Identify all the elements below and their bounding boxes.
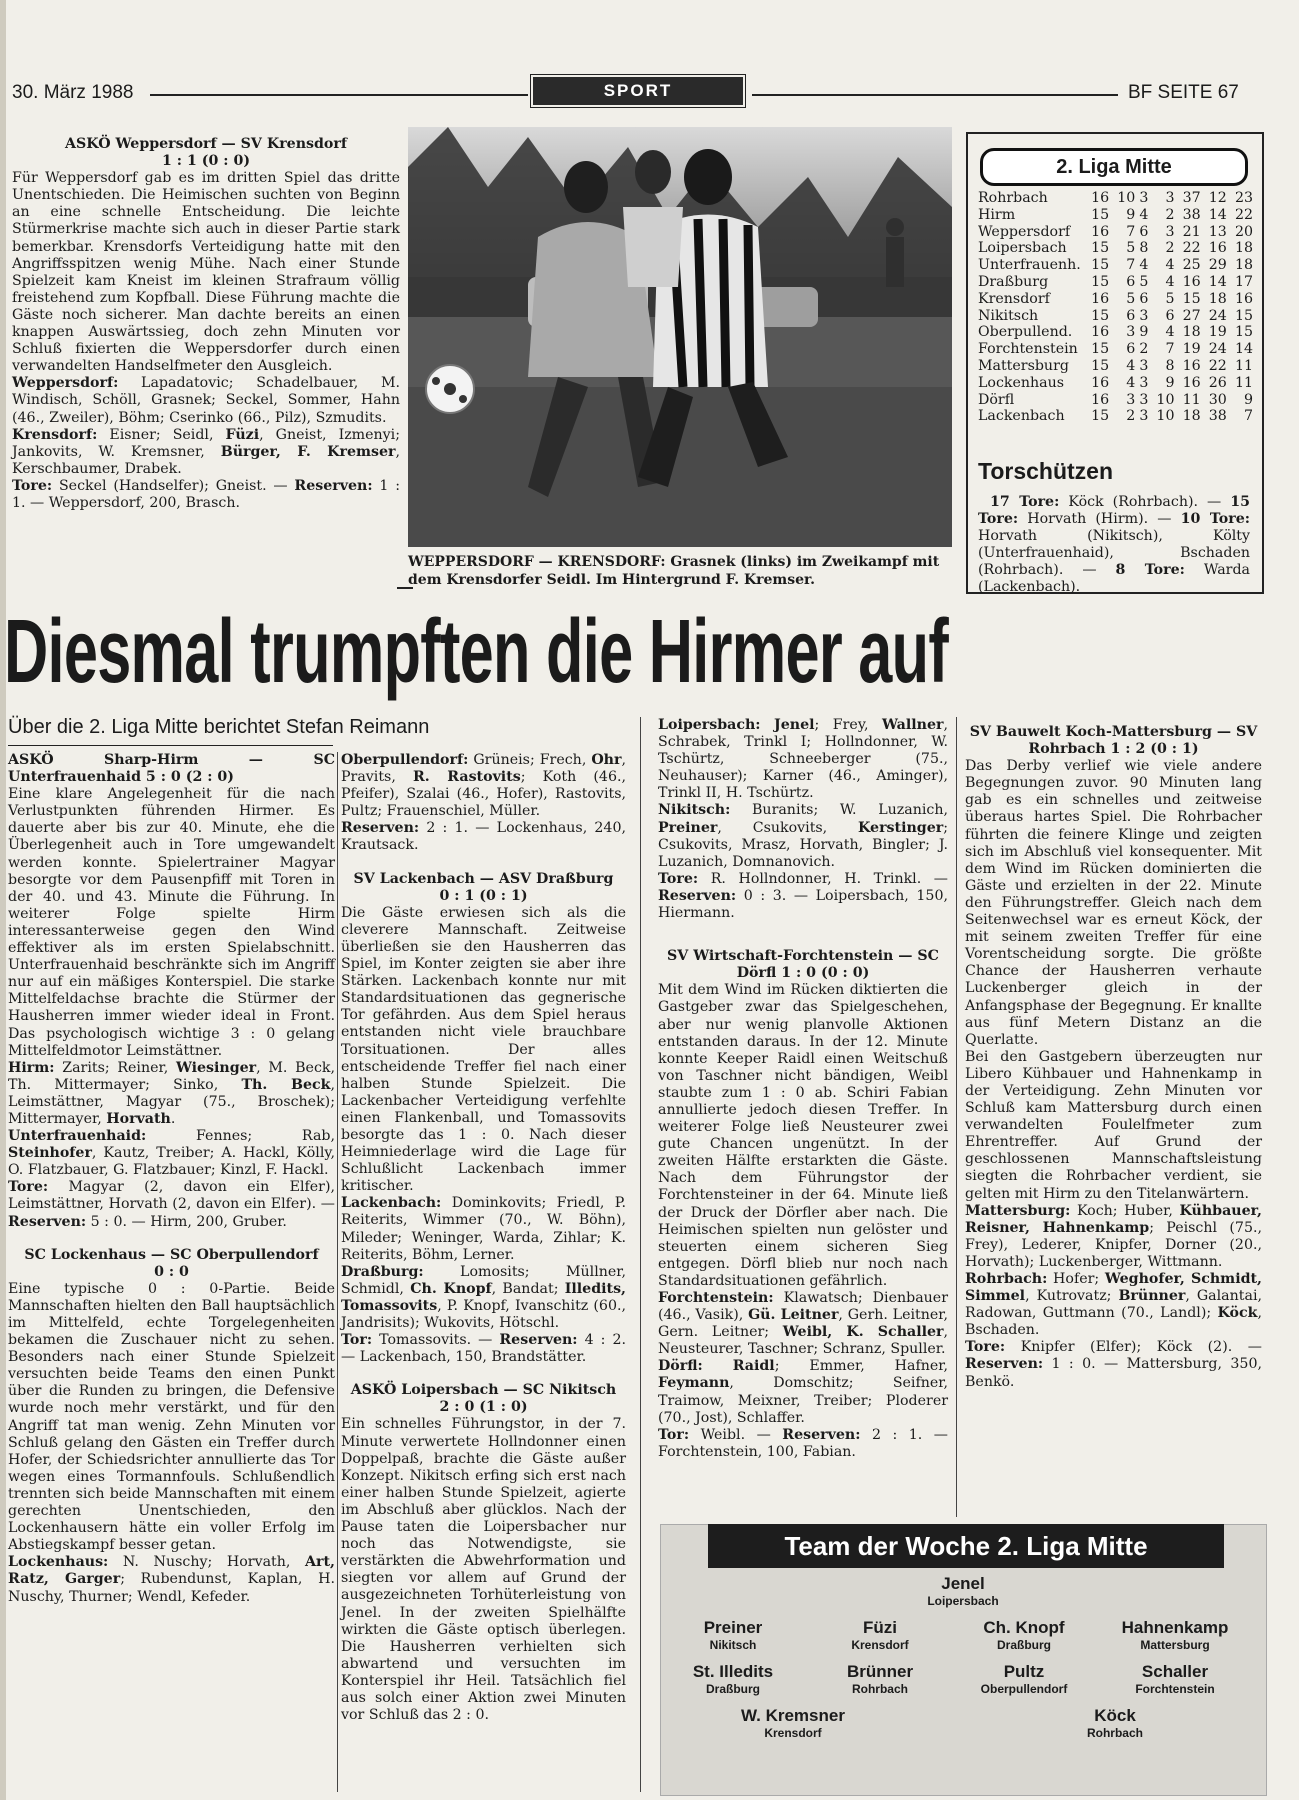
match-title: ASKÖ Sharp-Hirm — SC Unterfrauenhaid 5 : 0 (2 : 0)	[8, 752, 335, 786]
table-cell: 9	[1139, 324, 1149, 341]
table-cell: 38	[1208, 408, 1227, 425]
table-cell: 16	[1091, 374, 1110, 391]
goals-reserve: Tor: Weibl. — Reserven: 2 : 1. — Forchtenstein, 100, Fabian.	[658, 1426, 948, 1460]
scorers-list: 17 Tore: Köck (Rohrbach). — 15 Tore: Horvath (Hirm). — 10 Tore: Horvath (Nikitsch), Költy (Unterfrauenhaid), Bschaden (Rohrbach). — 8 Tore: Warda (Lackenbach).	[978, 494, 1251, 595]
table-cell: 9	[1126, 206, 1136, 223]
issue-date: 30. März 1988	[12, 82, 134, 103]
table-cell: 18	[1208, 290, 1227, 307]
page-binding-edge	[0, 0, 6, 1800]
table-cell: 15	[1234, 307, 1253, 324]
match-title: SC Lockenhaus — SC Oberpullendorf	[24, 1246, 319, 1263]
table-cell: 3	[1126, 324, 1136, 341]
table-cell: 15	[1182, 290, 1201, 307]
table-cell: 6	[1139, 223, 1149, 240]
header-rule-right	[752, 94, 1118, 96]
lineup: Rohrbach: Hofer; Weghofer, Schmidt, Simmel, Kutrovatz; Brünner, Galantai, Radowan, Guttmann (70., Landl); Köck, Bschaden.	[965, 1271, 1262, 1339]
league-table-row	[978, 408, 1253, 425]
team-name: Unterfrauenh.	[978, 257, 1081, 274]
table-cell: 6	[1126, 341, 1136, 358]
team-of-the-week-title: Team der Woche 2. Liga Mitte	[708, 1524, 1224, 1568]
table-cell: 5	[1139, 273, 1149, 290]
lineup-weppersdorf: Weppersdorf: Lapadatovic; Schadelbauer, M. Windisch, Schöll, Grasnek; Seckel, Sommer, Hahn (46., Zweiler), Böhm; Cserinko (66., Pilz), Szmudits.	[12, 375, 400, 426]
goals-reserve: Tore: Knipfer (Elfer); Köck (2). — Reserven: 1 : 0. — Mattersburg, 350, Benkö.	[965, 1339, 1262, 1390]
team-name: Dörfl	[978, 391, 1015, 408]
league-table-title: 2. Liga Mitte	[980, 148, 1248, 186]
match-score: 2 : 0 (1 : 0)	[439, 1399, 528, 1416]
team-name: Forchtenstein	[978, 341, 1078, 358]
table-cell: 18	[1182, 408, 1201, 425]
match-report: Für Weppersdorf gab es im dritten Spiel das dritte Unentschieden. Die Heimischen suchten von Beginn an eine schnelle Entscheidung. Die leichte Stürmerkrise machte sich auch in dieser Partie stark bemerkbar. Krensdorfs Verteidigung hatte mit den Angriffsspitzen wenig Mühe. Nach einer Stunde Spielzeit kam Kneist im kleinen Strafraum völlig freistehend zum Kopfball. Diese Führung machte die Gäste noch sicherer. Man dachte bereits an einen knappen Auswärtssieg, doch zehn Minuten vor Schluß fixierten die Weppersdorfer durch einen verwandelten Handselfmeter den Ausgleich.	[12, 170, 400, 375]
lineup: Mattersburg: Koch; Huber, Kühbauer, Reisner, Hahnenkamp; Peischl (75., Frey), Lederer, Knipfer, Dorner (20., Horvath); Luckenberger, Wittmann.	[965, 1202, 1262, 1270]
team-name: Lackenbach	[978, 408, 1065, 425]
match-title: SV Wirtschaft-Forchtenstein — SC Dörfl 1 : 0 (0 : 0)	[667, 948, 939, 982]
table-cell: 10	[1117, 190, 1136, 206]
table-cell: 25	[1182, 257, 1201, 274]
table-cell: 26	[1208, 374, 1227, 391]
table-cell: 3	[1139, 307, 1149, 324]
lineup: Forchtenstein: Klawatsch; Dienbauer (46., Vasik), Gü. Leitner, Gerh. Leitner, Gern. Leitner; Weibl, K. Schaller, Neusteurer, Taschner; Schranz, Spuller.	[658, 1290, 948, 1358]
table-cell: 16	[1091, 290, 1110, 307]
table-cell: 11	[1182, 391, 1201, 408]
table-cell: 14	[1208, 273, 1227, 290]
table-cell: 16	[1208, 240, 1227, 257]
lineup: Unterfrauenhaid: Fennes; Rab, Steinhofer, Kautz, Treiber; A. Hackl, Kölly, O. Flatzbauer, G. Flatzbauer; Kinzl, F. Hackl.	[8, 1128, 335, 1179]
table-cell: 10	[1156, 391, 1175, 408]
league-table-row	[978, 324, 1253, 341]
lineup: Draßburg: Lomosits; Müllner, Schmidl, Ch. Knopf, Bandat; Illedits, Tomassovits, P. Knopf, Ivanschitz (60., Jandrisits); Wukovits, Hötschl.	[341, 1263, 626, 1331]
table-cell: 5	[1126, 240, 1136, 257]
table-cell: 18	[1234, 257, 1253, 274]
article-weppersdorf-krensdorf	[12, 136, 400, 512]
byline-rule	[8, 745, 333, 746]
lineup: Hirm: Zarits; Reiner, Wiesinger, M. Beck, Th. Mittermayer; Sinko, Th. Beck, Leimstättner, Magyar (75., Broschek); Mittermayer, Horvath.	[8, 1059, 335, 1127]
match-report: Bei den Gastgebern überzeugten nur Libero Kühbauer und Hahnenkamp in der Verteidigung. Zehn Minuten vor Schluß kam Mattersburg durch einen verwandelten Foulelfmeter zum Ehrentreffer. Auf Grund der geschlossenen Mannschaftsleistung siegten die Rohrbacher verdient, sie gelten mit Hirm zu den Titelanwärtern.	[965, 1048, 1262, 1202]
table-cell: 19	[1208, 324, 1227, 341]
table-cell: 4	[1165, 273, 1175, 290]
match-title: ASKÖ Loipersbach — SC Nikitsch	[350, 1382, 617, 1399]
table-cell: 3	[1165, 223, 1175, 240]
table-cell: 7	[1126, 223, 1136, 240]
byline: Über die 2. Liga Mitte berichtet Stefan Reimann	[8, 716, 430, 738]
table-cell: 3	[1126, 391, 1136, 408]
table-cell: 15	[1234, 324, 1253, 341]
table-cell: 16	[1234, 290, 1253, 307]
table-cell: 24	[1208, 307, 1227, 324]
team-player: Jenel Loipersbach	[927, 1574, 999, 1608]
table-cell: 3	[1165, 190, 1175, 206]
section-label: SPORT	[533, 77, 743, 105]
table-cell: 20	[1234, 223, 1253, 240]
league-table-row	[978, 358, 1253, 375]
table-cell: 11	[1234, 357, 1253, 374]
table-cell: 18	[1182, 324, 1201, 341]
table-cell: 38	[1182, 206, 1201, 223]
table-cell: 6	[1126, 307, 1136, 324]
table-cell: 37	[1182, 190, 1201, 206]
table-cell: 16	[1182, 374, 1201, 391]
table-cell: 3	[1139, 374, 1149, 391]
table-cell: 4	[1126, 374, 1136, 391]
table-cell: 3	[1139, 190, 1149, 206]
match-report: Eine klare Angelegenheit für die nach Verlustpunkten führenden Hirmer. Es dauerte aber bis zur 40. Minute, ehe die Überlegenheit auch in Tore umgewandelt werden konnte. Spielertrainer Magyar besorgte vor dem Pausenpfiff mit Toren in der 40. und 43. Minute die Führung. In weiterer Folge spielte Hirm interessanterweise gegen den Wind effektiver als im ersten Spielabschnitt. Unterfrauenhaid beschränkte sich im Angriff nur auf ein mäßiges Konterspiel. Die starke Mittelfeldachse brachte die Stürmer der Hausherren immer wieder ideal in Front. Das psychologisch wichtige 3 : 0 gelang Mittelfeldmotor Leimstättner.	[8, 786, 335, 1059]
team-player: Pultz Oberpullendorf	[980, 1662, 1068, 1696]
page-number: BF SEITE 67	[1128, 82, 1239, 103]
table-cell: 2	[1165, 206, 1175, 223]
lineup-krensdorf: Krensdorf: Eisner; Seidl, Füzi, Gneist, Izmenyi; Jankovits, W. Kremsner, Bürger, F. Kremser, Kerschbaumer, Drabek.	[12, 426, 400, 477]
table-cell: 18	[1234, 240, 1253, 257]
team-player: St. Illedits Draßburg	[692, 1662, 774, 1696]
table-cell: 14	[1234, 341, 1253, 358]
table-cell: 17	[1234, 273, 1253, 290]
table-cell: 4	[1165, 324, 1175, 341]
table-cell: 22	[1182, 240, 1201, 257]
table-cell: 15	[1091, 240, 1110, 257]
league-table-row	[978, 190, 1253, 207]
column-rule	[337, 752, 338, 1792]
team-player: Preiner Nikitsch	[703, 1618, 763, 1652]
league-table-row	[978, 274, 1253, 291]
league-table-row	[978, 291, 1253, 308]
table-cell: 3	[1139, 408, 1149, 425]
table-cell: 16	[1182, 357, 1201, 374]
table-cell: 2	[1126, 408, 1136, 425]
table-cell: 16	[1091, 223, 1110, 240]
table-cell: 19	[1182, 341, 1201, 358]
scorers-title: Torschützen	[978, 458, 1114, 484]
table-cell: 2	[1139, 341, 1149, 358]
column-rule	[956, 717, 957, 1517]
lineup: Loipersbach: Jenel; Frey, Wallner, Schrabek, Trinkl I; Hollndonner, W. Tschürtz, Schneeberger (75., Neuhauser); Karner (46., Aminger), Trinkl II, H. Tschürtz.	[658, 717, 948, 802]
team-player: Schaller Forchtenstein	[1135, 1662, 1215, 1696]
league-table-row	[978, 207, 1253, 224]
match-report: Ein schnelles Führungstor, in der 7. Minute verwertete Hollndonner einen Doppelpaß, brachte die Gäste außer Konzept. Nikitsch erfing sich erst nach einer halben Stunde Spielzeit, agierte im Abschluß aber glücklos. Nach der Pause taten die Loipersbacher nur noch das Notwendigste, sie verstärkten die Abwehrformation und siegten vor allem auf Grund der ausgezeichneten Torhüterleistung von Jenel. In der zweiten Spielhälfte wirkten die Gäste optisch überlegen. Die Hausherren verhielten sich abwartend und versuchten im Konterspiel ihr Heil. Tatsächlich fiel aus solch einer Aktion zwei Minuten vor Schluß das 2 : 0.	[341, 1416, 626, 1724]
team-player: Füzi Krensdorf	[851, 1618, 909, 1652]
table-cell: 10	[1156, 408, 1175, 425]
lineup: Lockenhaus: N. Nuschy; Horvath, Art, Ratz, Garger; Rubendunst, Kaplan, H. Nuschy, Thurner; Wendl, Kefeder.	[8, 1554, 335, 1605]
table-cell: 9	[1243, 391, 1253, 408]
column-3	[658, 717, 948, 1461]
table-cell: 22	[1234, 206, 1253, 223]
team-name: Krensdorf	[978, 290, 1050, 307]
match-photo	[408, 127, 952, 547]
column-4	[965, 724, 1262, 1391]
team-name: Weppersdorf	[978, 223, 1071, 240]
table-cell: 11	[1234, 374, 1253, 391]
team-name: Nikitsch	[978, 307, 1039, 324]
match-report: Eine typische 0 : 0-Partie. Beide Mannschaften hielten den Ball hauptsächlich im Mittelfeld, echte Torgelegenheiten bekamen die Zuschauer nicht zu sehen. Besonders nach einer Stunde Spielzeit versuchten beide Teams den einen Punkt über die Runden zu bringen, die Defensive wurde noch mehr verstärkt, und für den Angriff tat man wenig. Zehn Minuten vor Schluß gelang den Gästen ein Treffer durch Hofer, der Schiedsrichter annullierte das Tor wegen eines Tormannfouls. Schlußendlich trennten sich beide Mannschaften mit einem gerechten Unentschieden, den Lockenhausern hätte ein voller Erfolg im Abstiegskampf besser getan.	[8, 1280, 335, 1554]
team-name: Loipersbach	[978, 240, 1067, 257]
lineup: Dörfl: Raidl; Emmer, Hafner, Feymann, Domschitz; Seifner, Traimow, Meixner, Treiber; Ploderer (70., Jost), Schlaffer.	[658, 1358, 948, 1426]
team-name: Draßburg	[978, 273, 1049, 290]
lineup: Nikitsch: Buranits; W. Luzanich, Preiner, Csukovits, Kerstinger; Csukovits, Mrasz, Horvath, Bingler; J. Luzanich, Domnanovich.	[658, 802, 948, 870]
table-cell: 3	[1139, 391, 1149, 408]
team-name: Hirm	[978, 206, 1016, 223]
table-cell: 15	[1091, 273, 1110, 290]
table-cell: 16	[1091, 324, 1110, 341]
league-table-row	[978, 392, 1253, 409]
table-cell: 14	[1208, 206, 1227, 223]
column-rule	[640, 717, 641, 1792]
column-2	[341, 752, 626, 1724]
league-table	[978, 190, 1253, 425]
table-cell: 5	[1165, 290, 1175, 307]
league-table-row	[978, 257, 1253, 274]
table-cell: 15	[1091, 206, 1110, 223]
match-score: 0 : 0	[154, 1263, 189, 1280]
match-score: 1 : 1 (0 : 0)	[161, 153, 251, 170]
table-cell: 8	[1139, 240, 1149, 257]
table-cell: 4	[1165, 257, 1175, 274]
table-cell: 7	[1243, 408, 1253, 425]
goals-reserve: Tore: Magyar (2, davon ein Elfer), Leimstättner, Horvath (2, davon ein Elfer). — Reserven: 5 : 0. — Hirm, 200, Gruber.	[8, 1179, 335, 1230]
table-cell: 29	[1208, 257, 1227, 274]
league-table-row	[978, 308, 1253, 325]
table-cell: 15	[1091, 257, 1110, 274]
match-report: Mit dem Wind im Rücken diktierten die Gastgeber zwar das Spielgeschehen, aber nur wenig planvolle Aktionen entstanden daraus. In der 12. Minute konnte Keeper Raidl einen Weitschuß von Taschner nicht bändigen, Weibl staubte zum 1 : 0 ab. Schiri Fabian annullierte jedoch diesen Treffer. In weiterer Folge ließ Neusteurer zwei gute Chancen ungenützt. In der zweiten Hälfte erstarkten die Gäste. Nach dem Führungstor der Forchtensteiner in der 64. Minute ließ der Druck der Dörfler aber nach. Die Heimischen spielten nun gelöster und steuerten einem sicheren Sieg entgegen. Dörfl blieb nur noch nach Standardsituationen gefährlich.	[658, 982, 948, 1289]
match-report: Die Gäste erwiesen sich als die cleverere Mannschaft. Zeitweise überließen sie den Hausherren das Spiel, im Konter zeigten sie aber ihre Stärken. Lackenbach konnte nur mit Standardsituationen das gegnerische Tor gefährden. Aus dem Spiel heraus entstanden nicht viele brauchbare Torsituationen. Der alles entscheidende Treffer fiel nach einer halben Stunde Spielzeit. Die Lackenbacher Verteidigung verfehlte einen Flankenball, und Tomassovits besorgte das 1 : 0. Nach dieser Heimniederlage wird die Lage für Schlußlicht Lackenbach immer kritischer.	[341, 904, 626, 1195]
photo-caption: WEPPERSDORF — KRENSDORF: Grasnek (links) im Zweikampf mit dem Krensdorfer Seidl. Im Hintergrund F. Kremser.	[408, 554, 940, 588]
table-cell: 30	[1208, 391, 1227, 408]
match-title: SV Lackenbach — ASV Draßburg	[353, 870, 614, 887]
table-cell: 13	[1208, 223, 1227, 240]
table-cell: 2	[1165, 240, 1175, 257]
lineup: Oberpullendorf: Grüneis; Frech, Ohr, Pravits, R. Rastovits; Koth (46., Pfeifer), Szalai (46., Hofer), Rastovits, Pultz; Frauenschiel, Müller.	[341, 752, 626, 820]
table-cell: 4	[1126, 357, 1136, 374]
team-player: Ch. Knopf Draßburg	[983, 1618, 1065, 1652]
table-cell: 3	[1139, 357, 1149, 374]
league-table-row	[978, 240, 1253, 257]
table-cell: 23	[1234, 190, 1253, 206]
league-table-row	[978, 341, 1253, 358]
table-cell: 15	[1091, 307, 1110, 324]
table-cell: 21	[1182, 223, 1201, 240]
table-cell: 8	[1165, 357, 1175, 374]
team-player: Hahnenkamp Mattersburg	[1121, 1618, 1229, 1652]
table-cell: 4	[1139, 257, 1149, 274]
team-player: Brünner Rohrbach	[846, 1662, 914, 1696]
goals-reserve: Tore: R. Hollndonner, H. Trinkl. — Reserven: 0 : 3. — Loipersbach, 150, Hiermann.	[658, 870, 948, 922]
team-player: Köck Rohrbach	[1086, 1706, 1143, 1740]
team-name: Rohrbach	[978, 190, 1048, 206]
league-table-row	[978, 224, 1253, 241]
team-player: W. Kremsner Krensdorf	[741, 1706, 845, 1740]
lineup: Lackenbach: Dominkovits; Friedl, P. Reiterits, Wimmer (70., W. Böhn), Mileder; Weninger, Warda, Zihlar; K. Reiterits, Böhm, Lerner.	[341, 1195, 626, 1263]
table-cell: 7	[1126, 257, 1136, 274]
table-cell: 24	[1208, 341, 1227, 358]
goals-reserve: Tore: Seckel (Handselfer); Gneist. — Reserven: 1 : 1. — Weppersdorf, 200, Brasch.	[12, 477, 400, 511]
team-name: Oberpullend.	[978, 324, 1073, 341]
match-title: SV Bauwelt Koch-Mattersburg — SV Rohrbach 1 : 2 (0 : 1)	[969, 724, 1258, 758]
match-score: 0 : 1 (0 : 1)	[439, 887, 528, 904]
table-cell: 6	[1165, 307, 1175, 324]
league-table-row	[978, 375, 1253, 392]
table-cell: 16	[1091, 190, 1110, 206]
table-cell: 4	[1139, 206, 1149, 223]
table-cell: 16	[1091, 391, 1110, 408]
table-cell: 6	[1139, 290, 1149, 307]
reserve: Reserven: 2 : 1. — Lockenhaus, 240, Krautsack.	[341, 820, 626, 854]
team-name: Mattersburg	[978, 357, 1069, 374]
column-1	[8, 752, 335, 1606]
header-rule-left	[150, 94, 528, 96]
table-cell: 16	[1182, 273, 1201, 290]
table-cell: 5	[1126, 290, 1136, 307]
table-cell: 6	[1126, 273, 1136, 290]
match-title: ASKÖ Weppersdorf — SV Krensdorf	[65, 136, 347, 152]
table-cell: 12	[1208, 190, 1227, 206]
table-cell: 15	[1091, 341, 1110, 358]
table-cell: 27	[1182, 307, 1201, 324]
goals-reserve: Tor: Tomassovits. — Reserven: 4 : 2. — Lackenbach, 150, Brandstätter.	[341, 1332, 626, 1366]
table-cell: 9	[1165, 374, 1175, 391]
table-cell: 15	[1091, 408, 1110, 425]
team-name: Lockenhaus	[978, 374, 1065, 391]
headline: Diesmal trumpften die Hirmer auf	[4, 602, 949, 702]
table-cell: 7	[1165, 341, 1175, 358]
table-cell: 15	[1091, 357, 1110, 374]
match-report: Das Derby verlief wie viele andere Begegnungen zuvor. 90 Minuten lang gab es ein schnelles und zeitweise überaus hartes Spiel. Die Rohrbacher führten die feinere Klinge und zeigten sich im Abschluß viel konsequenter. Mit dem Wind im Rücken dominierten die Gäste und erzielten in der 22. Minute den Führungstreffer. Gleich nach dem Seitenwechsel war es erneut Köck, der mit seinem zweiten Treffer für eine Vorentscheidung sorgte. Die größte Chance der Hausherren verhaute Luckenberger gleich in der Anfangsphase der Begegnung. Er knallte aus fünf Metern Distanz an die Querlatte.	[965, 758, 1262, 1048]
table-cell: 22	[1208, 357, 1227, 374]
